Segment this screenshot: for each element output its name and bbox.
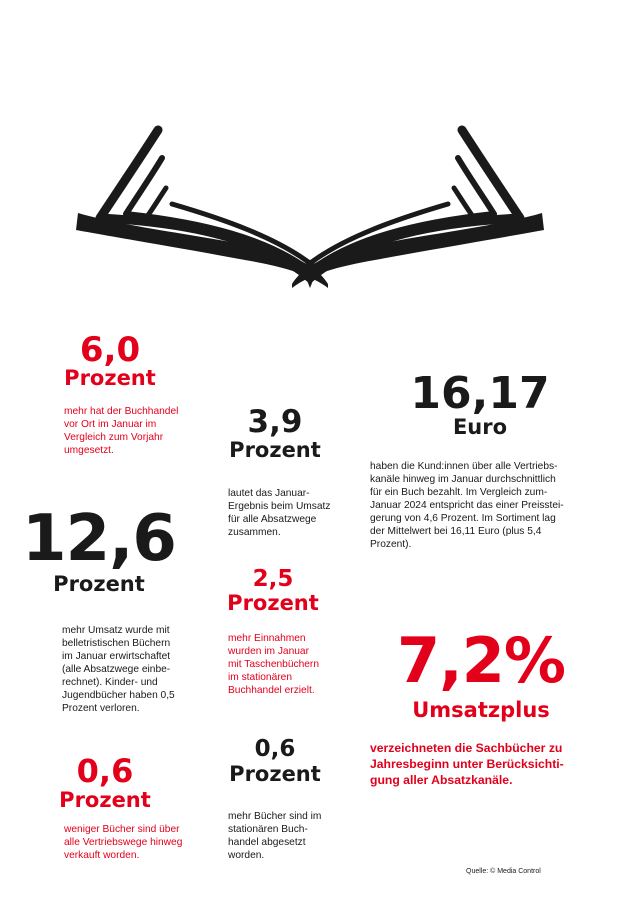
stat-value: 2,5 — [252, 566, 294, 592]
stat-value: 0,6 — [76, 752, 134, 790]
stat-value: 0,6 — [254, 736, 296, 762]
stat-value: 3,9 — [247, 404, 303, 440]
stat-unit: Prozent — [229, 762, 321, 786]
stat-0-6-black-description: mehr Bücher sind im stationären Buch- handel abgesetzt worden. — [228, 811, 322, 861]
stat-16-17-description: haben die Kund:innen über alle Vertriebs- kanäle hinweg im Januar durchschnittlich für ein Buch bezahlt. Im Vergleich zum- Januar 2024 entspricht das einer Preisstei- gerung von 4,6 Prozent. Im Sortiment lag der Mittelwert bei 16,11 Euro (plus 5,4 Prozent). — [370, 461, 564, 550]
stat-3-9 — [220, 404, 330, 462]
stat-value: 7,2% — [397, 624, 565, 697]
stat-unit: Euro — [452, 415, 508, 439]
stat-unit: Prozent — [59, 788, 151, 812]
stat-unit: Umsatzplus — [412, 698, 550, 722]
stat-7-2-description: verzeichneten die Sachbücher zu Jahresbeginn unter Berücksichti- gung aller Absatzkanäle. — [370, 741, 564, 787]
stat-value: 12,6 — [22, 502, 176, 576]
stat-2-5 — [218, 568, 328, 614]
stat-value: 6,0 — [79, 330, 141, 370]
stat-12-6 — [14, 502, 184, 596]
stat-0-6-red — [40, 752, 170, 812]
stat-16-17 — [405, 368, 555, 439]
stat-12-6-description: mehr Umsatz wurde mit belletristischen Büchern im Januar erwirtschaftet (alle Absatzwege einbe- rechnet). Kinder- und Jugendbücher haben 0,5 Prozent verloren. — [62, 625, 175, 714]
source-note: Quelle: © Media Control — [466, 868, 541, 875]
stat-unit: Prozent — [227, 591, 319, 615]
stat-6-0 — [40, 330, 180, 390]
stat-3-9-description: lautet das Januar- Ergebnis beim Umsatz für alle Absatzwege zusammen. — [228, 488, 331, 538]
stat-unit: Prozent — [229, 438, 321, 462]
stat-0-6-red-description: weniger Bücher sind über alle Vertriebswege hinweg verkauft worden. — [64, 824, 183, 861]
stat-unit: Prozent — [53, 572, 145, 596]
stat-2-5-description: mehr Einnahmen wurden im Januar mit Taschenbüchern im stationären Buchhandel erzielt. — [228, 633, 319, 696]
stat-value: 16,17 — [410, 368, 550, 419]
stat-7-2 — [376, 624, 586, 722]
stat-0-6-black — [220, 738, 330, 785]
stat-6-0-description: mehr hat der Buchhandel vor Ort im Januar im Vergleich zum Vorjahr umgesetzt. — [64, 406, 179, 456]
stat-unit: Prozent — [64, 366, 156, 390]
open-book-icon — [70, 118, 550, 288]
